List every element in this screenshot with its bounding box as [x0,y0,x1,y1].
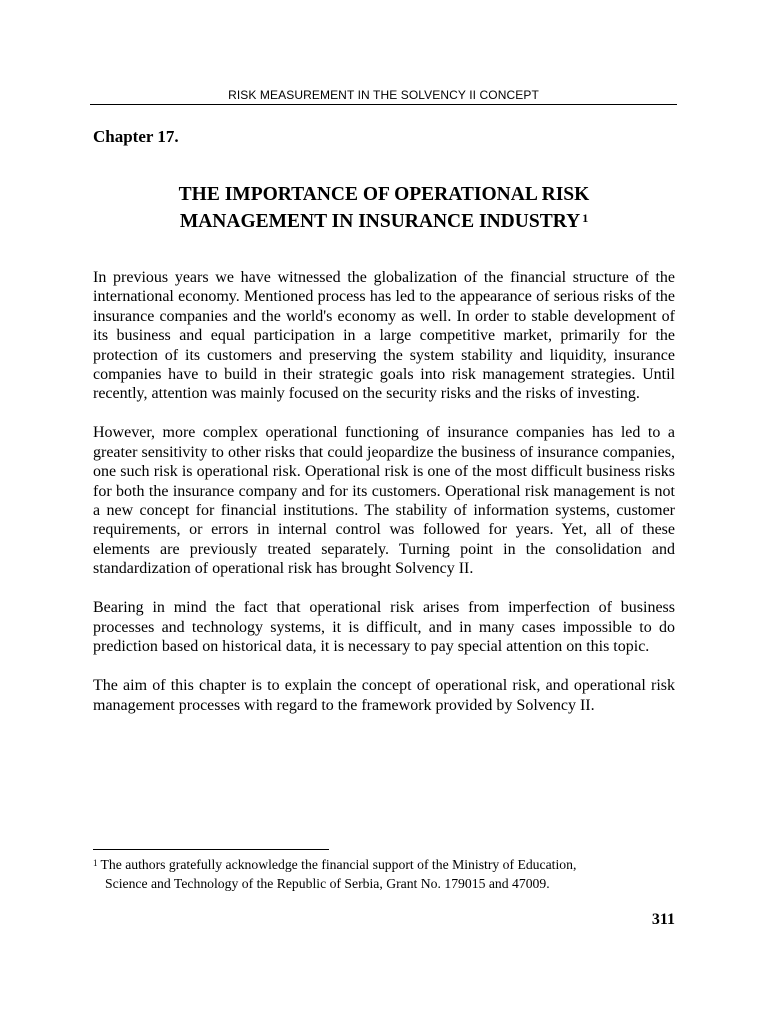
paragraph-4: The aim of this chapter is to explain the concept of operational risk, and operational risk management processes with regard to the framework provided by Solvency II. [93,677,675,714]
chapter-title [93,181,675,235]
title-footnote-mark: 1 [582,211,589,225]
footnote-line-2: Science and Technology of the Republic of Serbia, Grant No. 179015 and 47009. [105,876,550,891]
paragraph-3: Bearing in mind the fact that operational risk arises from imperfection of business processes and technology systems, it is difficult, and in many cases impossible to do prediction based on historical data, it is necessary to pay special attention on this topic. [93,599,675,656]
chapter-title-line-2: MANAGEMENT IN INSURANCE INDUSTRY [179,211,581,232]
body-text [93,268,675,735]
footnote-rule [93,849,329,850]
footnote-line-1: The authors gratefully acknowledge the financial support of the Ministry of Education, [100,857,577,872]
header-rule [90,104,677,105]
footnote-mark: 1 [93,858,98,868]
footnote [93,855,677,893]
page-number: 311 [651,911,675,928]
running-header: RISK MEASUREMENT IN THE SOLVENCY II CONCEPT [228,88,539,102]
paragraph-2: However, more complex operational functioning of insurance companies has led to a greater sensitivity to other risks that could jeopardize the business of insurance companies, one such risk is operational risk. Operational risk is one of the most difficult business risks for both the insurance company and for its customers. Operational risk management is not a new concept for financial institutions. The stability of information systems, customer requirements, or errors in internal control was followed for years. Yet, all of these elements are previously treated separately. Turning point in the consolidation and standardization of operational risk has brought Solvency II. [93,424,675,578]
paragraph-1: In previous years we have witnessed the globalization of the financial structure of the international economy. Mentioned process has led to the appearance of serious risks of the insurance companies and the world's economy as well. In order to stable development of its business and equal participation in a large competitive market, primarily for the protection of its customers and preserving the system stability and liquidity, insurance companies have to build in their strategic goals into risk management strategies. Until recently, attention was mainly focused on the security risks and the risks of investing. [93,269,675,403]
chapter-label: Chapter 17. [93,127,179,146]
chapter-title-line-1: THE IMPORTANCE OF OPERATIONAL RISK [178,184,590,205]
